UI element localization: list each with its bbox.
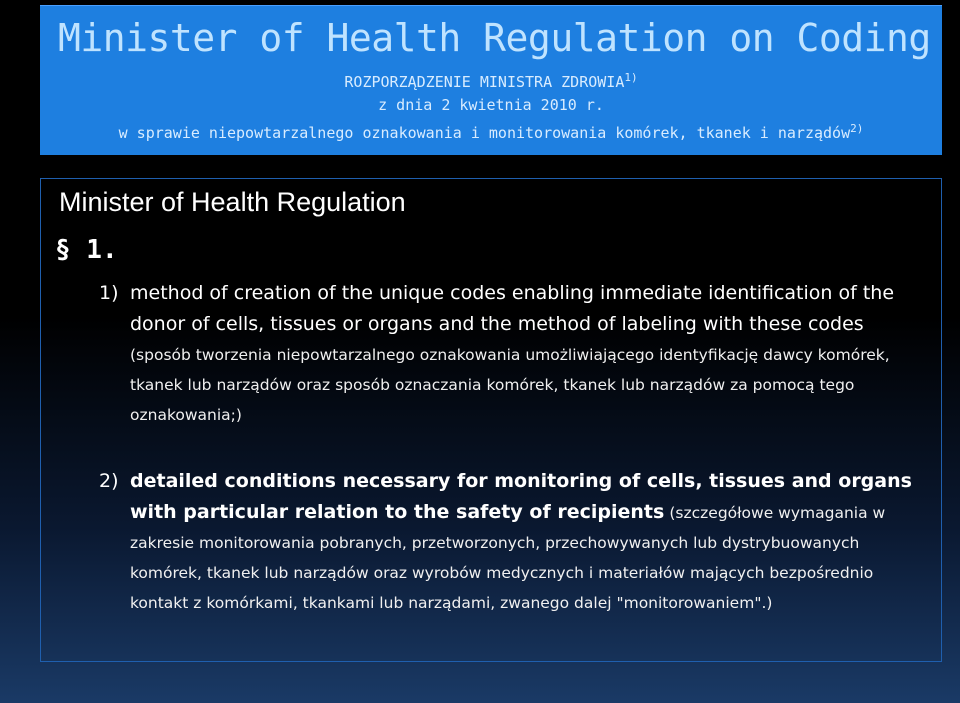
item-polish-text: (sposób tworzenia niepowtarzalnego oznakowania umożliwiającego identyfikację dawcy komórek, tkanek lub narządów oraz sposób oznaczania komórek, tkanek lub narządów za pomocą tego oznakowania;)	[130, 346, 890, 424]
item-body	[130, 466, 929, 618]
regulation-name-text: ROZPORZĄDZENIE MINISTRA ZDROWIA	[344, 73, 625, 91]
item-number: 1)	[99, 282, 119, 304]
item-english-text: detailed conditions necessary for monitoring of cells, tissues and organs with particular relation to the safety of recipients	[130, 470, 912, 523]
regulation-name	[40, 71, 942, 91]
list-item	[99, 466, 929, 618]
regulation-date: z dnia 2 kwietnia 2010 r.	[378, 96, 604, 114]
content-subtitle: Minister of Health Regulation	[59, 187, 406, 217]
item-english-text: method of creation of the unique codes enabling immediate identification of the donor of cells, tissues or organs and the method of labeling with these codes	[130, 282, 895, 335]
regulation-subject	[40, 122, 942, 142]
header-banner	[40, 5, 942, 155]
footnote-ref-1: 1)	[624, 71, 638, 84]
content-box	[40, 178, 942, 662]
item-body	[130, 278, 929, 430]
item-polish-text: (szczegółowe wymagania w zakresie monitorowania pobranych, przetworzonych, przechowywanych lub dystrybuowanych komórek, tkanek lub narządów oraz wyrobów medycznych i materiałów mających bezpośrednio kontakt z komórkami, tkankami lub narządami, zwanego dalej "monitorowaniem".)	[130, 504, 886, 612]
item-number: 2)	[99, 470, 119, 492]
section-number: § 1.	[55, 235, 118, 265]
list-item	[99, 278, 929, 430]
regulation-subject-text: w sprawie niepowtarzalnego oznakowania i monitorowania komórek, tkanek i narządów	[118, 124, 851, 142]
slide-title: Minister of Health Regulation on Coding	[58, 16, 931, 60]
footnote-ref-2: 2)	[850, 122, 864, 135]
